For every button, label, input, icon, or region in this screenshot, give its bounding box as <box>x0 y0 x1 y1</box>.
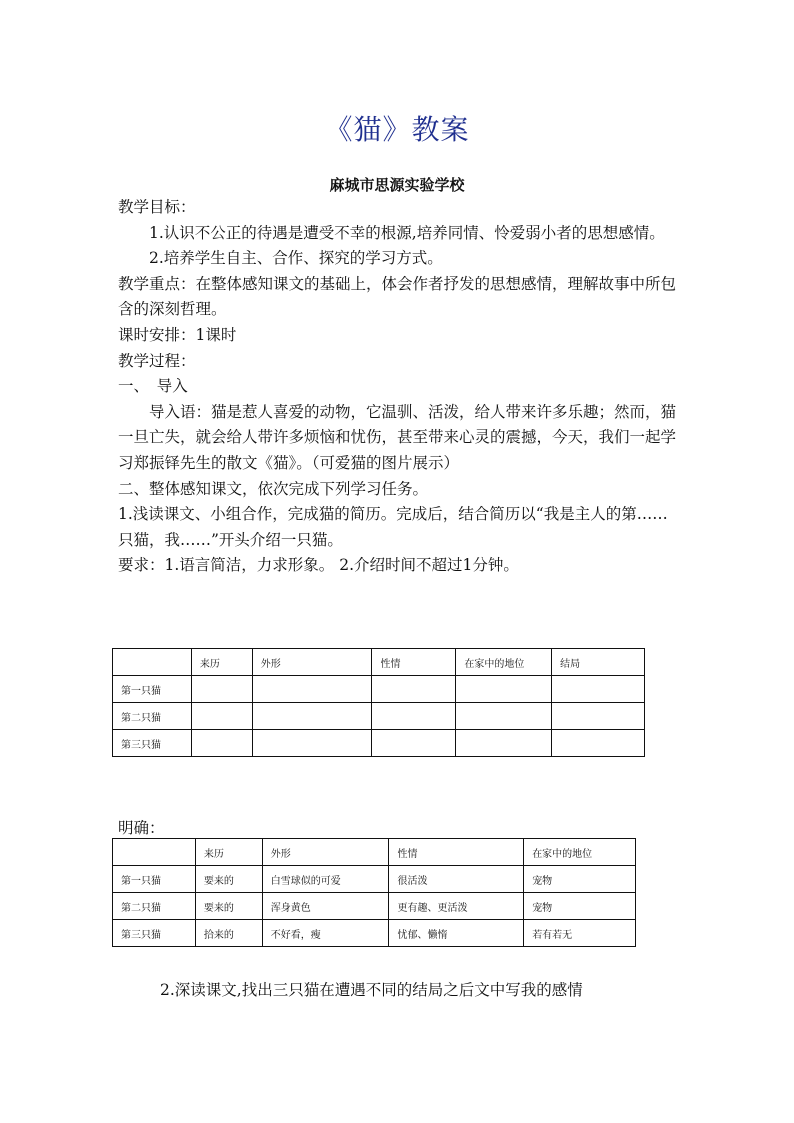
table-cell <box>456 730 552 757</box>
table-cell <box>252 703 372 730</box>
table-cell: 第一只猫 <box>113 866 196 893</box>
table-cell: 很活泼 <box>389 866 524 893</box>
table-cell <box>552 703 645 730</box>
table-cell: 白雪球似的可爱 <box>262 866 389 893</box>
table-cell <box>456 676 552 703</box>
task-2: 2.深读课文,找出三只猫在遭遇不同的结局之后文中写我的感情 <box>160 981 583 999</box>
table-cell: 不好看，瘦 <box>262 920 389 947</box>
table-cell <box>191 703 252 730</box>
table-cell <box>552 676 645 703</box>
table-cell: 第二只猫 <box>113 703 192 730</box>
table-cell: 浑身黄色 <box>262 893 389 920</box>
table-header-cell: 来历 <box>191 649 252 676</box>
table-cell: 第三只猫 <box>113 730 192 757</box>
table-header-cell <box>113 649 192 676</box>
table-row <box>113 676 645 703</box>
table-header-row <box>113 839 636 866</box>
table-cell: 拾来的 <box>195 920 262 947</box>
page-title: 《猫》教案 <box>324 113 470 146</box>
table-row <box>113 893 636 920</box>
table-header-cell: 在家中的地位 <box>456 649 552 676</box>
table-row <box>113 920 636 947</box>
table-cell: 宠物 <box>524 866 636 893</box>
table-header-cell: 性情 <box>372 649 456 676</box>
table-cell <box>372 703 456 730</box>
table-cell: 第二只猫 <box>113 893 196 920</box>
table-cell <box>252 730 372 757</box>
cat-resume-table <box>112 648 645 757</box>
schedule: 课时安排：1课时 <box>118 325 237 344</box>
table-header-cell: 外形 <box>252 649 372 676</box>
table-cell <box>252 676 372 703</box>
table-header-cell: 外形 <box>262 839 389 866</box>
task-1: 1.浅读课文、小组合作，完成猫的简历。完成后，结合简历以“我是主人的第……只猫，我……”开头介绍一只猫。 <box>118 505 668 549</box>
clarify-label: 明确： <box>118 819 165 837</box>
table-header-cell <box>113 839 196 866</box>
table-cell: 第一只猫 <box>113 676 192 703</box>
table-cell: 宠物 <box>524 893 636 920</box>
intro-paragraph: 导入语：猫是惹人喜爱的动物，它温驯、活泼，给人带来许多乐趣；然而，猫一旦亡失，就会给人带许多烦恼和忧伤，甚至带来心灵的震撼，今天，我们一起学习郑振铎先生的散文《猫》。（可爱猫的图片展示） <box>118 402 677 472</box>
requirements: 要求：1.语言简洁，力求形象。 2.介绍时间不超过1分钟。 <box>118 556 519 575</box>
key-points: 教学重点：在整体感知课文的基础上，体会作者抒发的思想感情，理解故事中所包含的深刻哲理。 <box>118 274 677 319</box>
table-cell: 要来的 <box>195 866 262 893</box>
table-cell <box>552 730 645 757</box>
objective-1: 1.认识不公正的待遇是遭受不幸的根源,培养同情、怜爱弱小者的思想感情。 <box>149 223 665 242</box>
lesson-body <box>118 195 678 579</box>
table-row <box>113 730 645 757</box>
table-header-cell: 性情 <box>389 839 524 866</box>
table-row <box>113 866 636 893</box>
table-cell: 要来的 <box>195 893 262 920</box>
section-intro-heading: 一、 导入 <box>118 377 188 396</box>
cat-answer-table <box>112 838 636 947</box>
table-cell <box>191 730 252 757</box>
table-header-cell: 来历 <box>195 839 262 866</box>
school-name: 麻城市思源实验学校 <box>329 176 465 194</box>
table-cell: 第三只猫 <box>113 920 196 947</box>
section-two-heading: 二、整体感知课文，依次完成下列学习任务。 <box>118 479 429 498</box>
objectives-heading: 教学目标： <box>118 198 196 216</box>
table-header-cell: 在家中的地位 <box>524 839 636 866</box>
table-header-row <box>113 649 645 676</box>
table-cell <box>372 676 456 703</box>
table-cell: 忧郁、懒惰 <box>389 920 524 947</box>
table-cell <box>372 730 456 757</box>
table-cell <box>456 703 552 730</box>
table-cell: 更有趣、更活泼 <box>389 893 524 920</box>
table-cell: 若有若无 <box>524 920 636 947</box>
objective-2: 2.培养学生自主、合作、探究的学习方式。 <box>149 249 443 268</box>
table-header-cell: 结局 <box>552 649 645 676</box>
process-heading: 教学过程： <box>118 351 196 370</box>
table-cell <box>191 676 252 703</box>
table-row <box>113 703 645 730</box>
